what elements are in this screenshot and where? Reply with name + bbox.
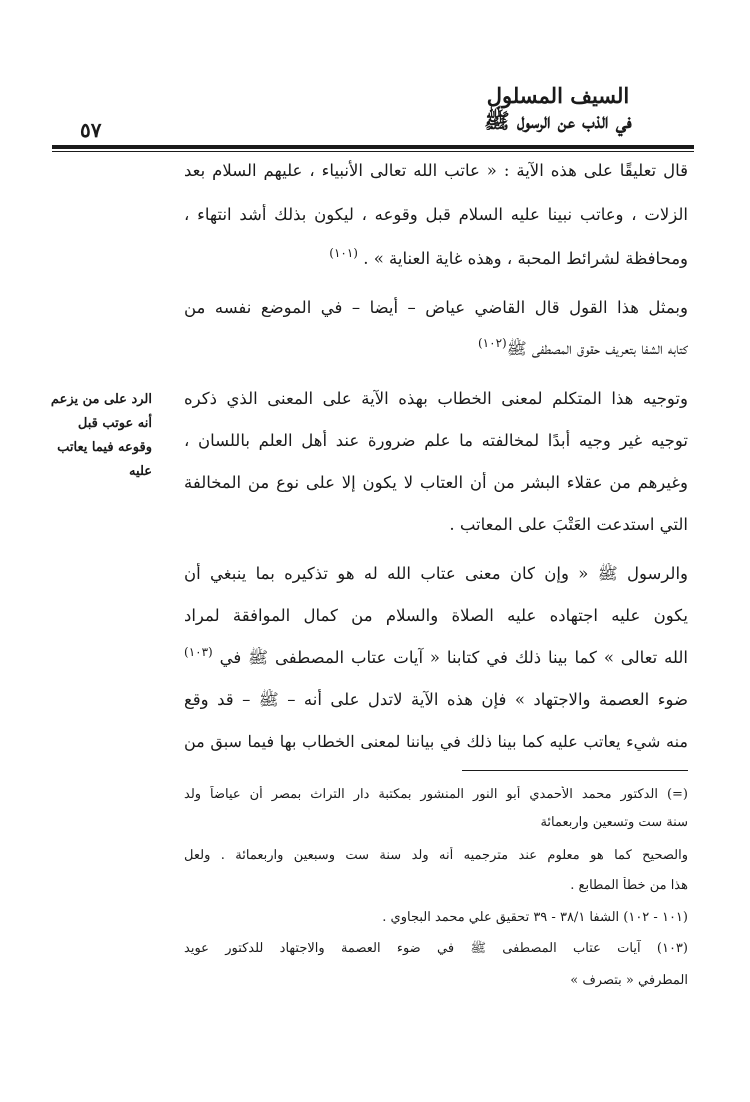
body-line: الزلات ، وعاتب نبينا عليه السلام قبل وقوعه ، ليكون بذلك أشد انتهاء ، [184, 205, 688, 224]
footnote-line: سنة ست وتسعين واربعمائة [540, 815, 688, 830]
footnote-separator [462, 770, 688, 771]
footnote-line: (=) الدكتور محمد الأحمدي أبو النور المنشور بمكتبة دار التراث بمصر أن عياضاً ولد [184, 787, 688, 802]
body-line: التي استدعت العَتْبَ على المعاتب . [449, 515, 688, 534]
body-line-text: الله تعالى » كما بينا ذلك في كتابنا « آيات عتاب المصطفى ﷺ في [219, 648, 688, 667]
margin-note-line: الرد على من يزعم [50, 392, 152, 407]
body-line [184, 647, 688, 670]
footnote-line: المطرفي « بتصرف » [570, 973, 688, 988]
body-line: قال تعليقًا على هذه الآية : « عاتب الله تعالى الأنبياء ، عليهم السلام بعد [184, 161, 688, 180]
footnote-line: هذا من خطأ المطابع . [570, 878, 688, 893]
margin-note-line: أنه عوتب قبل [77, 416, 152, 431]
header-title-line1: السيف المسلول [486, 83, 630, 108]
header-rule-thin [52, 151, 694, 152]
body-line: يكون عليه اجتهاده عليه الصلاة والسلام من كمال الموافقة لمراد [184, 606, 688, 625]
body-line-text: كتابه الشفا بتعريف حقوق المصطفى ﷺ [506, 339, 688, 358]
body-line: منه شيء يعاتب عليه كما بينا ذلك في بياننا لمعنى الخطاب بها فيما سبق من [184, 732, 688, 751]
body-line: وتوجيه هذا المتكلم لمعنى الخطاب بهذه الآية على المعنى الذي ذكره [184, 389, 688, 408]
footnote-line: (١٠٣) آيات عتاب المصطفى ﷺ في ضوء العصمة والاجتهاد للدكتور عويد [184, 941, 688, 956]
body-line-text: ومحافظة لشرائط المحبة ، وهذه غاية العناية » . [363, 249, 688, 268]
header-rule-thick [52, 145, 694, 149]
body-line [184, 248, 688, 271]
footnote-ref: (١٠٣) [184, 647, 213, 659]
body-line: وبمثل هذا القول قال القاضي عياض – أيضا – في الموضع نفسه من [184, 298, 688, 317]
header-title-line2: في الذب عن الرسول ﷺ [484, 108, 632, 133]
body-line: توجيه غير وجيه أبدًا لمخالفته ما علم ضرورة عند أهل العلم باللسان ، [184, 431, 688, 450]
running-header-title [428, 84, 688, 134]
footnote-line: والصحيح كما هو معلوم عند مترجميه أنه ولد سنة ست وسبعين واربعمائة . ولعل [184, 848, 688, 863]
body-line: وغيرهم من عقلاء البشر من أن العتاب لا يكون إلا على نوع من المخالفة [184, 473, 688, 492]
body-line [184, 338, 688, 361]
body-line: والرسول ﷺ « وإن كان معنى عتاب الله له هو تذكيره بما ينبغي أن [184, 564, 688, 583]
footnote-ref: (١٠١) [329, 248, 358, 260]
footnote-line: (١٠١ - ١٠٢) الشفا ٣٨/١ - ٣٩ تحقيق علي محمد البجاوي . [382, 910, 688, 925]
footnote-ref: (١٠٢) [477, 338, 507, 350]
margin-note-line: عليه [129, 464, 152, 479]
body-line: ضوء العصمة والاجتهاد » فإن هذه الآية لاتدل على أنه – ﷺ – قد وقع [184, 690, 688, 709]
margin-note-line: وقوعه فيما يعاتب [57, 440, 152, 455]
margin-note [52, 388, 152, 484]
page-number: ٥٧ [80, 118, 102, 142]
